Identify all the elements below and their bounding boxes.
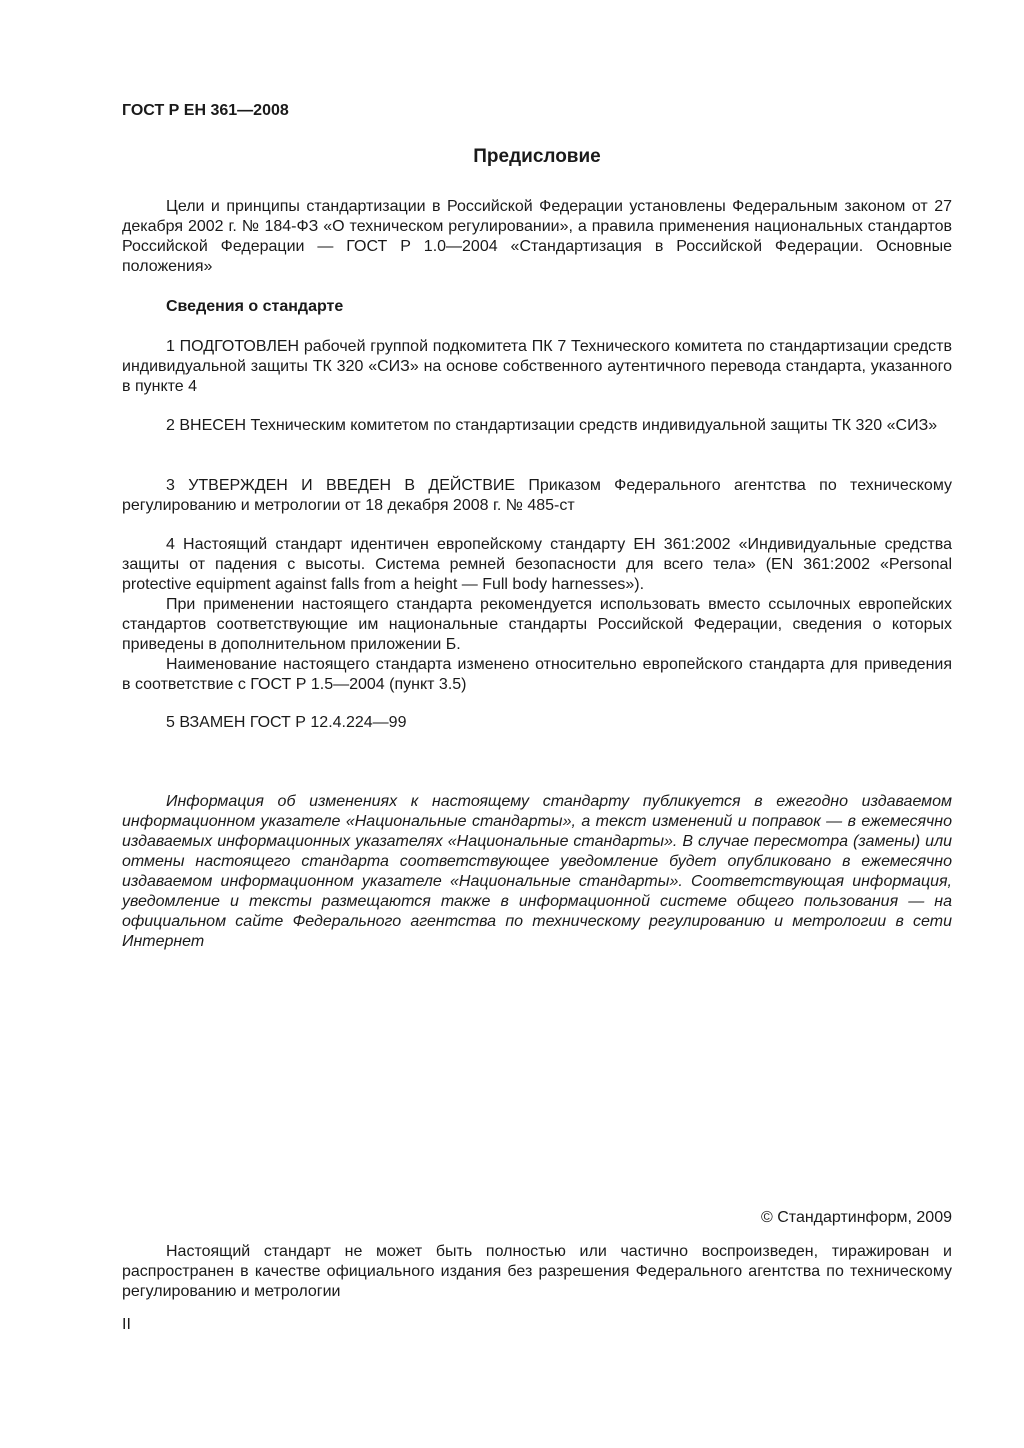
intro-paragraph: Цели и принципы стандартизации в Российской Федерации установлены Федеральным законом от 27 декабря 2002 г. № 184-ФЗ «О техническом регулировании», а правила применения национальных стандартов Российской Федерации — ГОСТ Р 1.0—2004 «Стандартизация в Российской Федерации. Основные положения» — [122, 198, 952, 275]
item-1 — [122, 337, 952, 397]
item-4-references: При применении настоящего стандарта рекомендуется использовать вместо ссылочных европейских стандартов соответствующие им национальные стандарты Российской Федерации, сведения о которых приведены в дополнительном приложении Б. — [122, 596, 952, 653]
document-code: ГОСТ Р ЕН 361—2008 — [122, 102, 289, 119]
notice-section — [122, 792, 952, 952]
copyright: © Стандартинформ, 2009 — [761, 1209, 952, 1226]
info-heading: Сведения о стандарте — [166, 298, 344, 315]
reproduction-section — [122, 1242, 952, 1302]
item-2-text: 2 ВНЕСЕН Техническим комитетом по стандартизации средств индивидуальной защиты ТК 320 «СИЗ» — [166, 417, 938, 434]
item-2 — [122, 416, 952, 436]
notice-paragraph: Информация об изменениях к настоящему стандарту публикуется в ежегодно издаваемом информационном указателе «Национальные стандарты», а текст изменений и поправок — в ежемесячно издаваемых информационных указателях «Национальные стандарты». В случае пересмотра (замены) или отмены настоящего стандарта соответствующее уведомление будет опубликовано в ежемесячно издаваемом информационном указателе «Национальные стандарты». Соответствующая информация, уведомление и тексты размещаются также в информационной системе общего пользования — на официальном сайте Федерального агентства по техническому регулированию и метрологии в сети Интернет — [122, 793, 952, 950]
page-number: II — [122, 1316, 131, 1333]
item-3-text: 3 УТВЕРЖДЕН И ВВЕДЕН В ДЕЙСТВИЕ Приказом Федерального агентства по техническому регулированию и метрологии от 18 декабря 2008 г. № 485-ст — [122, 477, 952, 514]
item-4 — [122, 535, 952, 695]
item-3 — [122, 476, 952, 516]
document-page — [122, 0, 952, 1448]
item-5-text: 5 ВЗАМЕН ГОСТ Р 12.4.224—99 — [166, 714, 407, 731]
reproduction-notice: Настоящий стандарт не может быть полностью или частично воспроизведен, тиражирован и распространен в качестве официального издания без разрешения Федерального агентства по техническому регулированию и метрологии — [122, 1243, 952, 1300]
item-1-text: 1 ПОДГОТОВЛЕН рабочей группой подкомитета ПК 7 Технического комитета по стандартизации средств индивидуальной защиты ТК 320 «СИЗ» на основе собственного аутентичного перевода стандарта, указанного в пункте 4 — [122, 338, 952, 395]
page-title: Предисловие — [473, 146, 601, 167]
intro-section — [122, 197, 952, 277]
info-heading-section — [122, 297, 952, 317]
item-4-text: 4 Настоящий стандарт идентичен европейскому стандарту ЕН 361:2002 «Индивидуальные средства защиты от падения с высоты. Система ремней безопасности для всего тела» (EN 361:2002 «Personal protective equipment against falls from a height — Full body harnesses»). — [122, 536, 952, 593]
item-4-title-change: Наименование настоящего стандарта изменено относительно европейского стандарта для приведения в соответствие с ГОСТ Р 1.5—2004 (пункт 3.5) — [122, 656, 952, 693]
item-5 — [122, 713, 952, 733]
